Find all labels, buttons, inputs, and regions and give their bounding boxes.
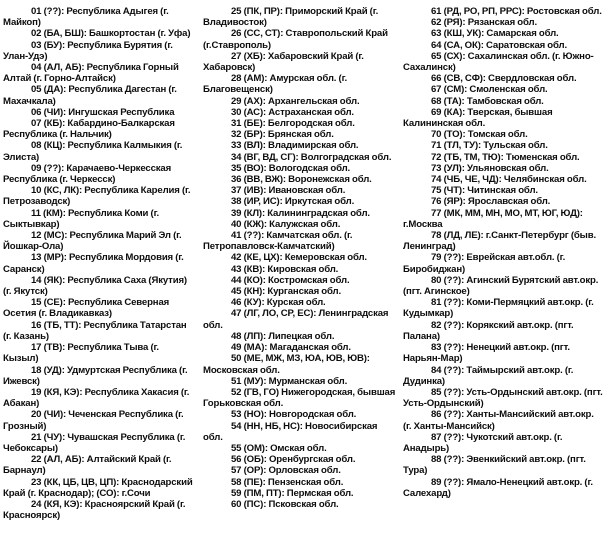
region-entry: 01 (??): Республика Адыгея (г. Майкоп) [3,6,169,29]
region-entry: 10 (КС, ЛК): Республика Карелия (г. Петрозаводск) [3,185,191,208]
region-entry: 81 (??): Коми-Пермяцкий авт.окр. (г. Кудымкар) [403,297,594,320]
region-entry: 89 (??): Ямало-Ненецкий авт.окр. (г. Салехард) [403,476,593,499]
region-entry: 40 (КЖ): Калужская обл. [231,218,341,230]
region-entry: 23 (КК, ЦБ, ЦВ, ЦП): Краснодарский Край (г. Краснодар); (СО): г.Сочи [3,476,193,499]
region-entry: 11 (КМ): Республика Коми (г. Сыктывкар) [3,207,159,230]
region-entry: 18 (УД): Удмуртская Республика (г. Ижевск) [3,364,188,387]
region-entry: 60 (ПС): Псковская обл. [231,498,339,510]
region-entry: 68 (ТА): Тамбовская обл. [431,95,544,107]
region-entry: 79 (??): Еврейская авт.обл. (г. Биробиджан) [403,252,566,275]
region-entry: 72 (ТБ, ТМ, ТЮ): Тюменская обл. [431,151,580,163]
region-entry: 51 (МУ): Мурманская обл. [231,375,348,387]
region-entry: 07 (КБ): Кабардино-Балкарская Республика (г. Нальчик) [3,118,175,141]
region-entry: 44 (КО): Костромская обл. [231,274,350,286]
region-entry: 66 (СВ, СФ): Свердловская обл. [431,73,577,85]
region-entry: 56 (ОБ): Оренбургская обл. [231,454,356,466]
region-entry: 43 (КВ): Кировская обл. [231,263,339,275]
region-list-column-2 [200,6,400,559]
region-entry: 20 (ЧИ): Чеченская Республика (г. Грозный) [3,409,184,432]
region-entry: 02 (БА, БШ): Башкортостан (г. Уфа) [31,28,191,40]
region-entry: 50 (МЕ, МЖ, МЗ, ЮА, ЮВ, ЮВ): Московская обл. [203,353,370,376]
region-entry: 42 (КЕ, ЦХ): Кемеровская обл. [231,252,367,264]
region-entry: 54 (НН, НБ, НС): Новосибирская обл. [203,420,378,443]
region-entry: 15 (СЕ): Республика Северная Осетия (г. Владикавказ) [3,297,170,320]
region-entry: 16 (ТБ, ТТ): Республика Татарстан (г. Казань) [3,319,187,342]
region-entry: 13 (МР): Республика Мордовия (г. Саранск) [3,252,184,275]
region-entry: 33 (ВЛ): Владимирская обл. [231,140,359,152]
region-entry: 71 (ТЛ, ТУ): Тульская обл. [431,140,548,152]
region-entry: 32 (БР): Брянская обл. [231,129,334,141]
region-entry: 80 (??): Агинский Бурятский авт.окр. (пгт. Агинское) [403,274,599,298]
region-entry: 78 (ЛД, ЛЕ): г.Санкт-Петербург (быв. Ленинград) [403,230,596,253]
region-entry: 05 (ДА): Республика Дагестан (г. Махачкала) [3,84,177,107]
region-entry: 17 (ТВ): Республика Тыва (г. Кызыл) [3,342,159,365]
region-entry: 26 (СС, СТ): Ставропольский Край (г.Ставрополь) [203,28,388,51]
region-entry: 87 (??): Чукотский авт.окр. (г. Анадырь) [403,431,563,454]
region-entry: 19 (КЯ, КЭ): Республика Хакасия (г. Абакан) [3,386,190,410]
region-entry: 34 (ВГ, ВД, СГ): Волгоградская обл. [231,151,392,163]
region-entry: 57 (ОР): Орловская обл. [231,465,341,477]
region-entry: 25 (ПК, ПР): Приморский Край (г. Владивосток) [203,6,379,29]
region-entry: 03 (БУ): Республика Бурятия (г. Улан-Удэ) [3,39,173,62]
region-entry: 45 (КН): Курганская обл. [231,286,341,298]
region-entry: 77 (МК, ММ, МН, МО, МТ, ЮГ, ЮД): г.Москва [403,207,583,230]
region-entry: 76 (ЯР): Ярославская обл. [431,196,551,208]
region-entry: 14 (ЯК): Республика Саха (Якутия) (г. Якутск) [3,274,187,298]
region-list-column-3 [400,6,608,559]
region-entry: 37 (ИВ): Ивановская обл. [231,185,346,197]
region-entry: 41 (??): Камчатская обл. (г. Петропавловск-Камчатский) [203,230,353,253]
region-entry: 75 (ЧТ): Читинская обл. [431,185,538,197]
region-entry: 12 (МС): Республика Марий Эл (г. Йошкар-Ола) [3,230,182,253]
region-entry: 52 (ГВ, ГО) Нижегородская, бывшая Горьковская обл. [203,386,396,410]
region-entry: 39 (КЛ): Калининградская обл. [231,207,370,219]
region-entry: 62 (РЯ): Рязанская обл. [431,17,537,29]
region-entry: 46 (КУ): Курская обл. [231,297,326,309]
region-entry: 04 (АЛ, АБ): Республика Горный Алтай (г. Горно-Алтайск) [3,62,179,85]
region-entry: 55 (ОМ): Омская обл. [231,442,327,454]
region-entry: 08 (КЦ): Республика Калмыкия (г. Элиста) [3,140,183,163]
region-entry: 30 (АС): Астраханская обл. [231,106,354,118]
region-entry: 85 (??): Усть-Ордынский авт.окр. (пгт. Усть-Ордынский) [403,386,603,410]
region-entry: 67 (СМ): Смоленская обл. [431,84,548,96]
region-entry: 31 (БЕ): Белгородская обл. [231,118,355,130]
region-entry: 86 (??): Ханты-Мансийский авт.окр. (г. Ханты-Мансийск) [403,409,594,432]
region-entry: 70 (ТО): Томская обл. [431,129,528,141]
region-entry: 09 (??): Карачаево-Черкесская Республика (г. Черкесск) [3,162,172,186]
region-entry: 53 (НО): Новгородская обл. [231,409,357,421]
region-entry: 84 (??): Таймырский авт.окр. (г. Дудинка) [403,364,574,387]
region-entry: 49 (МА): Магаданская обл. [231,342,351,354]
region-entry: 58 (ПЕ): Пензенская обл. [231,476,344,488]
region-list-column-1 [0,6,200,559]
region-entry: 69 (КА): Тверская, бывшая Калининская обл. [403,106,553,130]
region-entry: 88 (??): Эвенкийский авт.окр. (пгт. Тура) [403,454,586,477]
region-entry: 21 (ЧУ): Чувашская Республика (г. Чебоксары) [3,431,186,454]
region-entry: 22 (АЛ, АБ): Алтайский Край (г. Барнаул) [3,454,172,477]
region-entry: 27 (ХБ): Хабаровский Край (г. Хабаровск) [203,50,364,74]
region-entry: 06 (ЧИ): Ингушская Республика [31,106,175,118]
region-entry: 83 (??): Ненецкий авт.окр. (пгт. Нарьян-Мар) [403,342,570,365]
region-entry: 48 (ЛП): Липецкая обл. [231,330,335,342]
region-entry: 82 (??): Корякский авт.окр. (пгт. Палана) [403,319,574,342]
region-entry: 36 (ВВ, ВЖ): Воронежская обл. [231,174,372,186]
region-entry: 29 (АХ): Архангельская обл. [231,95,360,107]
region-entry: 61 (РД, РО, РП, РРС): Ростовская обл. [431,6,602,17]
region-entry: 24 (КЯ, КЭ): Красноярский Край (г. Красноярск) [3,498,186,522]
region-entry: 63 (КШ, УК): Самарская обл. [431,28,559,40]
region-entry: 28 (АМ): Амурская обл. (г. Благовещенск) [203,73,347,96]
region-entry: 59 (ПМ, ПТ): Пермская обл. [231,487,354,499]
region-entry: 35 (ВО): Вологодская обл. [231,162,351,174]
region-entry: 47 (ЛГ, ЛО, СР, ЕС): Ленинградская обл. [203,308,389,331]
region-entry: 64 (СА, ОК): Саратовская обл. [431,39,568,51]
region-entry: 38 (ИР, ИС): Иркутская обл. [231,196,355,208]
region-entry: 74 (ЧБ, ЧЕ, ЧД): Челябинская обл. [431,174,587,186]
region-entry: 65 (СХ): Сахалинская обл. (г. Южно-Сахалинск) [403,50,594,74]
region-entry: 73 (УЛ): Ульяновская обл. [431,162,549,174]
